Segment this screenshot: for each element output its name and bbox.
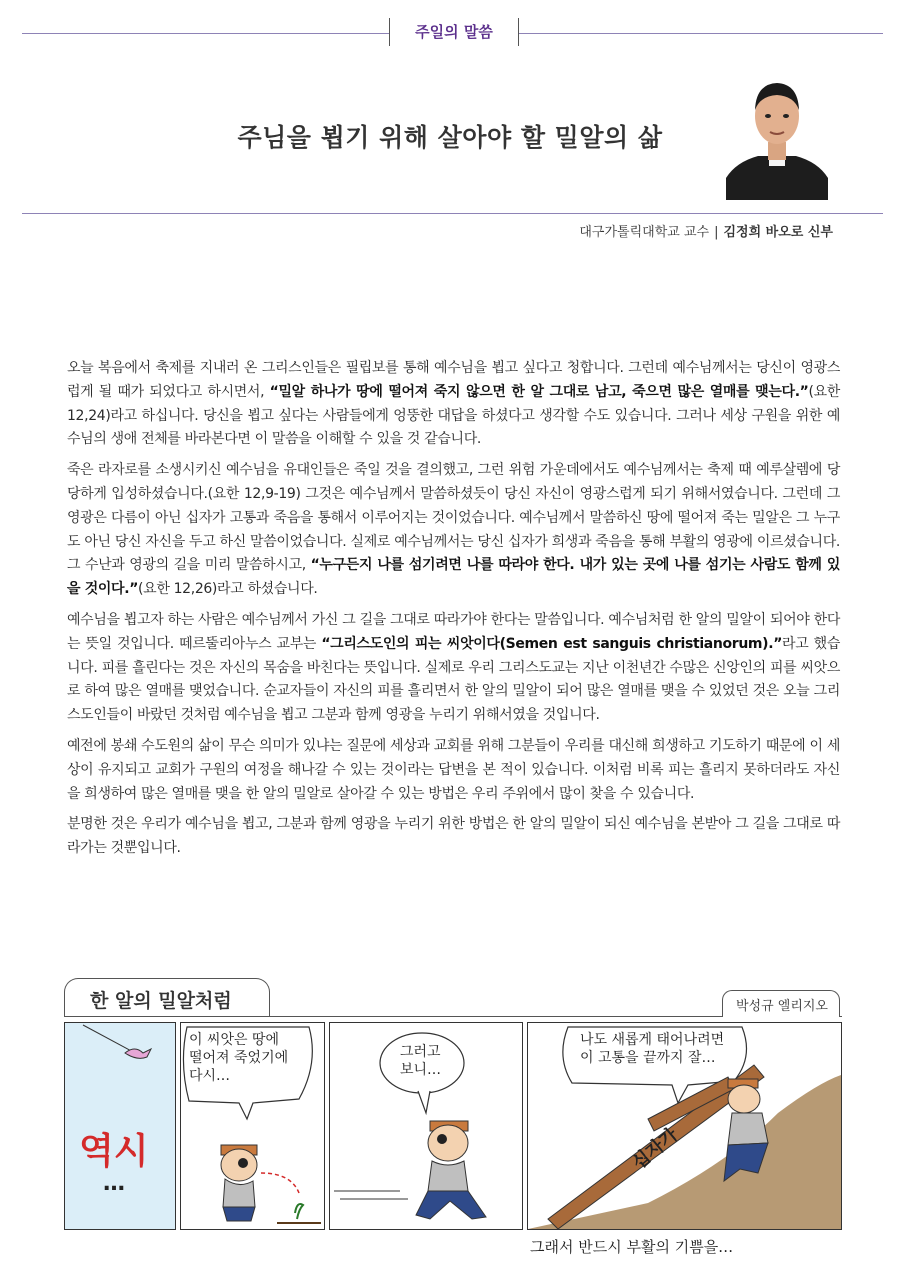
paragraph-3 <box>67 609 840 728</box>
comic-panel-1 <box>64 1022 176 1230</box>
paragraph-1-quote: “밀알 하나가 땅에 떨어져 죽지 않으면 한 알 그대로 남고, 죽으면 많은 열매를 맺는다.” <box>269 383 809 400</box>
panel-3-speech: 그러고 보니… <box>400 1044 442 1078</box>
comic-title: 한 알의 밀알처럼 <box>90 990 232 1012</box>
comic-author: 박성규 엘리지오 <box>735 999 828 1014</box>
byline-separator: | <box>714 225 719 240</box>
paragraph-1-text: 오늘 복음에서 축제를 지내러 온 그리스인들은 필립보를 통해 예수님을 뵙고 싶다고 청합니다. 그런데 예수님께서는 당신이 영광스럽게 될 때가 되었다고 하시면서, <box>67 360 840 400</box>
paragraph-3-text: 예수님을 뵙고자 하는 사람은 예수님께서 가신 그 길을 그대로 따라가야 한다는 말씀입니다. 예수님처럼 한 알의 밀알이 되어야 한다는 뜻일 것입니다. 떼르뚤리아누스 교부는 <box>67 611 840 652</box>
paragraph-2 <box>67 459 840 602</box>
paragraph-5: 분명한 것은 우리가 예수님을 뵙고, 그분과 함께 영광을 누리기 위한 방법은 한 알의 밀알이 되신 예수님을 본받아 그 길을 그대로 따라가는 것뿐입니다. <box>67 816 840 857</box>
author-photo <box>726 70 828 200</box>
cross-label: 십자가 <box>628 1124 682 1174</box>
byline <box>579 221 833 240</box>
author-portrait-icon <box>726 70 828 200</box>
header-rule-left <box>22 33 389 34</box>
panel-4-speech: 나도 새롭게 태어나려면 이 고통을 끝까지 잘… <box>580 1032 725 1066</box>
paragraph-2-text: 죽은 라자로를 소생시키신 예수님을 유대인들은 죽일 것을 결의했고, 그런 위험 가운데에서도 예수님께서는 축제 때 예루살렘에 당당하게 입성하셨습니다.(요한 12,9-19) 그것은 예수님께서 말씀하셨듯이 당신 자신이 영광스럽게 되기 위해서였습니다. 그런데 그 영광은 다름이 아닌 십자가 고통과 죽음을 통해서 이루어지는 것이었습니다. 예수님께서 말씀하신 땅에 떨어져 죽는 밀알은 그 누구도 아닌 당신 자신을 두고 하신 말씀이었습니다. 실제로 예수님께서는 당신 십자가 희생과 죽음을 통해 부활의 영광에 이르셨습니다. 그 수난과 영광의 길을 미리 말씀하시고, <box>67 462 840 574</box>
comic-panel-2 <box>180 1022 325 1230</box>
paragraph-2-text-end: (요한 12,26)라고 하셨습니다. <box>138 581 318 598</box>
article-title: 주님을 뵙기 위해 살아야 할 밀알의 삶 <box>237 123 663 152</box>
panel-2-speech: 이 씨앗은 땅에 떨어져 죽었기에 다시… <box>189 1032 289 1084</box>
article-body <box>67 357 840 868</box>
comic-strip <box>64 978 842 1268</box>
comic-caption: 그래서 반드시 부활의 기쁨을… <box>530 1238 734 1256</box>
panel-1-dots: … <box>103 1171 125 1196</box>
byline-author: 김정희 바오로 신부 <box>723 225 833 240</box>
byline-rule <box>22 213 883 214</box>
comic-panel-3 <box>329 1022 523 1230</box>
panel-1-word: 역시 <box>79 1131 149 1172</box>
paragraph-2-quote: “누구든지 나를 섬기려면 나를 따라야 한다. 내가 있는 곳에 나를 섬기는 사람도 함께 있을 것이다.” <box>67 557 840 598</box>
byline-affiliation: 대구가톨릭대학교 교수 <box>579 225 710 240</box>
paragraph-4: 예전에 봉쇄 수도원의 삶이 무슨 의미가 있냐는 질문에 세상과 교회를 위해 그분들이 우리를 대신해 희생하고 기도하기 때문에 이 세상이 유지되고 교회가 구원의 여정을 해나갈 수 있는 것이라는 답변을 본 적이 있습니다. 이처럼 비록 피는 흘리지 못하더라도 자신을 희생하여 많은 열매를 맺을 한 알의 밀알로 살아갈 수 있는 방법은 우리 주위에서 많이 찾을 수 있습니다. <box>67 737 840 802</box>
section-tag: 주일의 말씀 <box>389 18 519 46</box>
paragraph-1 <box>67 357 840 452</box>
paragraph-3-quote: “그리스도인의 피는 씨앗이다(Semen est sanguis christianorum).” <box>321 635 783 652</box>
header-rule-right <box>517 33 883 34</box>
paragraph-3-text-end: 라고 했습니다. 피를 흘린다는 것은 자신의 목숨을 바친다는 뜻입니다. 실제로 우리 그리스도교는 지난 이천년간 수많은 신앙인의 피를 씨앗으로 하여 많은 열매를 맺었습니다. 순교자들이 자신의 피를 흘리면서 한 알의 밀알이 되어 많은 열매를 맺을 수 있었던 것은 오늘 그리스도인들이 바랐던 것처럼 예수님을 뵙고 그분과 함께 영광을 누리기 위해서였을 것입니다. <box>67 635 840 724</box>
paragraph-1-text-end: (요한 12,24)라고 하십니다. 당신을 뵙고 싶다는 사람들에게 엉뚱한 대답을 하셨다고 생각할 수도 있습니다. 그러나 세상 구원을 위한 예수님의 생애 전체를 바라본다면 이 말씀을 이해할 수 있을 것 같습니다. <box>67 383 840 448</box>
comic-panel-4 <box>527 1022 842 1230</box>
